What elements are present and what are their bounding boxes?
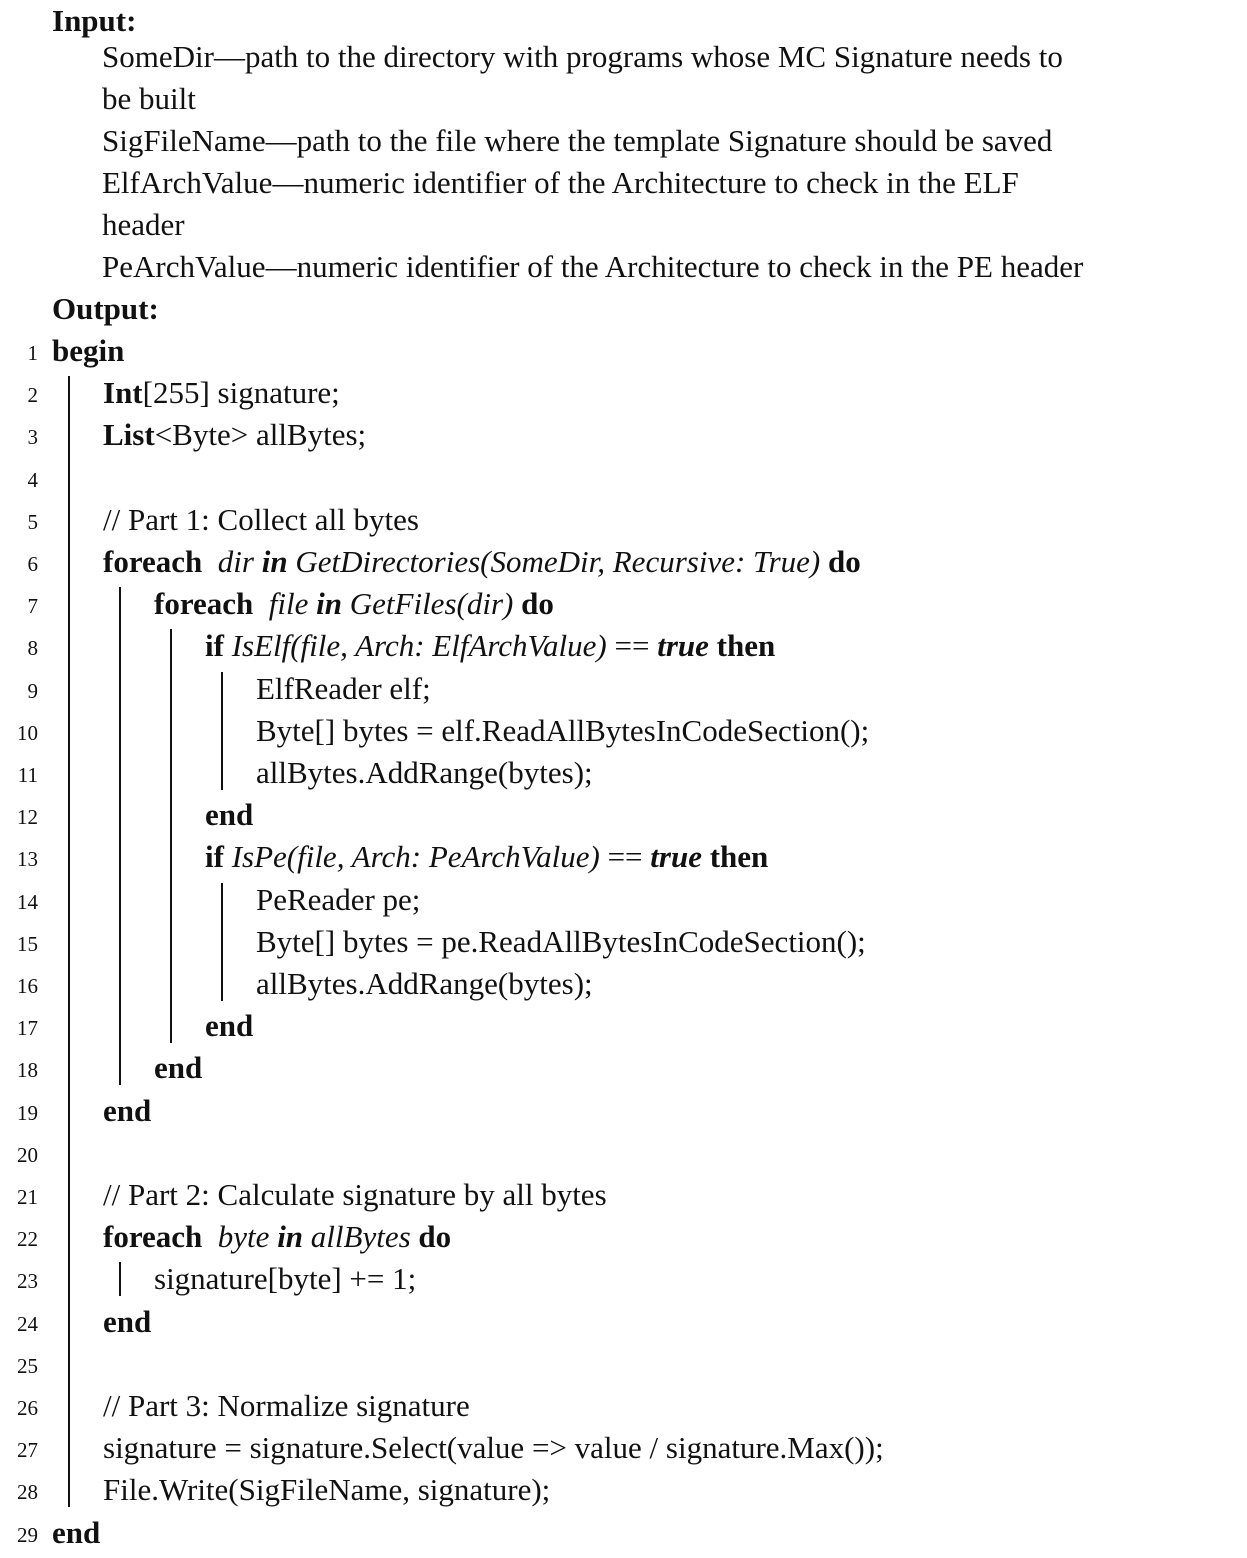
block-bar (119, 1262, 121, 1296)
line-number: 6 (27, 552, 38, 576)
token: end (205, 797, 254, 833)
code-line (0, 794, 1247, 836)
code-line (0, 457, 1247, 499)
line-text (52, 1512, 100, 1554)
token: begin (52, 333, 125, 368)
line-text (205, 625, 775, 667)
input-item-elfarchvalue (102, 162, 1019, 204)
code-line (0, 1258, 1247, 1300)
line-number: 25 (17, 1353, 38, 1378)
line-number: 20 (17, 1142, 38, 1167)
code-line (0, 330, 1247, 372)
code-line (0, 1216, 1247, 1258)
code-line (0, 752, 1247, 794)
code-line (0, 879, 1247, 921)
token: in (277, 1219, 304, 1255)
line-number: 22 (17, 1227, 38, 1252)
line-number: 21 (17, 1185, 38, 1209)
line-number: 27 (17, 1438, 38, 1463)
line-text (256, 668, 431, 710)
line-text (256, 963, 593, 1005)
line-text (103, 541, 861, 583)
block-bar (68, 376, 70, 1507)
block-bar (170, 629, 172, 1043)
token: do (418, 1219, 452, 1255)
line-number: 16 (17, 974, 38, 998)
token: Int (103, 375, 143, 411)
token: foreach (103, 1219, 203, 1255)
line-number: 12 (17, 805, 38, 830)
block-bar (119, 587, 121, 1085)
code-line (0, 583, 1247, 625)
line-text (205, 836, 768, 878)
block-bar (221, 672, 223, 790)
line-number: 29 (17, 1522, 38, 1547)
token: IsPe(file, Arch: PeArchValue) (231, 839, 600, 875)
line-text (256, 921, 866, 963)
token: end (154, 1050, 203, 1086)
token: do (827, 544, 861, 579)
line-text (52, 330, 124, 372)
code-line (0, 1427, 1247, 1469)
line-number: 4 (27, 467, 38, 492)
token: [255] signature; (142, 375, 340, 411)
line-number: 28 (17, 1480, 38, 1505)
line-number: 11 (17, 763, 38, 787)
line-number: 26 (17, 1396, 38, 1420)
code-line (0, 625, 1247, 667)
token: then (708, 628, 776, 664)
line-text (154, 583, 554, 625)
token: dir (202, 544, 262, 579)
output-label (52, 288, 159, 330)
code-line (0, 668, 1247, 710)
line-text (103, 372, 340, 414)
code-line (0, 1090, 1247, 1132)
line-number: 18 (17, 1058, 38, 1083)
code-line (0, 1132, 1247, 1174)
code-line (0, 710, 1247, 752)
line-text (103, 1174, 607, 1216)
token: then (701, 839, 769, 875)
line-number: 2 (27, 383, 38, 408)
code-line (0, 963, 1247, 1005)
line-text (103, 1427, 884, 1469)
token: allBytes (303, 1219, 419, 1255)
token: signature[byte] += 1; (154, 1261, 417, 1297)
token: if (205, 628, 232, 664)
input-desc: —path to the directory with programs whose MC Signature needs to (213, 39, 1063, 74)
line-text (103, 1301, 151, 1343)
input-item-elfarchvalue-cont (102, 204, 185, 246)
code-line (0, 1005, 1247, 1047)
input-item-sigfilename (102, 120, 1052, 162)
code-line (0, 1469, 1247, 1511)
line-text (103, 414, 366, 456)
token: File.Write(SigFileName, signature); (103, 1472, 551, 1508)
line-text (205, 1005, 253, 1047)
token: end (205, 1008, 254, 1044)
code-line (0, 372, 1247, 414)
token: allBytes.AddRange(bytes); (256, 755, 593, 790)
token: foreach (103, 544, 203, 579)
token: Byte[] bytes = elf.ReadAllBytesInCodeSection(); (256, 712, 870, 748)
input-desc: —numeric identifier of the Architecture to check in the ELF (272, 165, 1019, 200)
line-number: 23 (17, 1269, 38, 1294)
input-name: SomeDir (102, 39, 214, 74)
code-line (0, 1512, 1247, 1554)
input-item-somedir (102, 36, 1063, 78)
token: == (599, 839, 651, 875)
line-number: 1 (27, 341, 38, 365)
code-line (0, 1047, 1247, 1089)
input-item-pearchvalue (102, 246, 1083, 288)
token: do (521, 586, 554, 622)
line-text (154, 1258, 416, 1300)
line-text (205, 794, 253, 836)
code-line (0, 1343, 1247, 1385)
line-number: 10 (17, 720, 38, 745)
line-number: 7 (27, 594, 38, 619)
block-bar (221, 883, 223, 1001)
line-number: 13 (17, 847, 38, 872)
line-number: 14 (17, 889, 38, 914)
line-number: 15 (17, 931, 38, 956)
line-number: 9 (27, 678, 38, 703)
line-number: 17 (17, 1016, 38, 1041)
line-text (256, 752, 593, 794)
token: GetDirectories(SomeDir, Recursive: True) (287, 544, 828, 579)
input-name: ElfArchValue (102, 165, 273, 200)
line-text (103, 1469, 550, 1511)
token: IsElf(file, Arch: ElfArchValue) (231, 628, 607, 664)
token: // Part 3: Normalize signature (103, 1388, 470, 1423)
token: foreach (154, 586, 254, 622)
token: end (52, 1514, 101, 1550)
token: byte (202, 1219, 278, 1255)
code-line (0, 414, 1247, 456)
line-number: 19 (17, 1100, 38, 1125)
line-text (154, 1047, 202, 1089)
token: == (606, 628, 658, 664)
line-text (256, 710, 869, 752)
input-desc-cont: header (102, 207, 185, 242)
input-desc: —numeric identifier of the Architecture to check in the PE header (265, 249, 1084, 284)
input-item-somedir-cont (102, 78, 196, 120)
token: PeReader pe; (256, 881, 421, 917)
token: true (650, 839, 702, 875)
token: Byte[] bytes = pe.ReadAllBytesInCodeSection(); (256, 923, 866, 959)
token: allBytes.AddRange(bytes); (256, 966, 593, 1001)
token: in (316, 586, 343, 622)
line-number: 8 (27, 636, 38, 661)
token: // Part 2: Calculate signature by all bytes (103, 1177, 607, 1212)
input-name: SigFileName (102, 123, 266, 158)
code-line (0, 1301, 1247, 1343)
line-text (103, 1216, 451, 1258)
token: List (103, 417, 155, 453)
code-line (0, 541, 1247, 583)
line-text (103, 1385, 470, 1427)
token: file (253, 586, 317, 622)
token: end (103, 1303, 152, 1339)
token: end (103, 1092, 152, 1128)
token: GetFiles(dir) (342, 586, 522, 622)
line-text (103, 499, 419, 541)
line-number: 24 (17, 1311, 38, 1336)
token: <Byte> allBytes; (154, 417, 367, 453)
token: signature = signature.Select(value => value / signature.Max()); (103, 1430, 884, 1466)
token: if (205, 839, 232, 875)
line-text (256, 879, 420, 921)
input-desc: —path to the file where the template Signature should be saved (265, 123, 1053, 158)
input-desc-cont: be built (102, 81, 196, 116)
code-line (0, 1174, 1247, 1216)
line-number: 5 (27, 509, 38, 534)
code-line (0, 836, 1247, 878)
code-line (0, 921, 1247, 963)
input-label-text: Input: (52, 3, 137, 38)
output-label-text: Output: (52, 291, 159, 326)
code-line (0, 1385, 1247, 1427)
token: ElfReader elf; (256, 670, 431, 706)
token: true (657, 628, 709, 664)
code-line (0, 499, 1247, 541)
token: // Part 1: Collect all bytes (103, 501, 419, 537)
token: in (261, 544, 288, 579)
line-text (103, 1090, 151, 1132)
input-name: PeArchValue (102, 249, 266, 284)
line-number: 3 (27, 425, 38, 450)
